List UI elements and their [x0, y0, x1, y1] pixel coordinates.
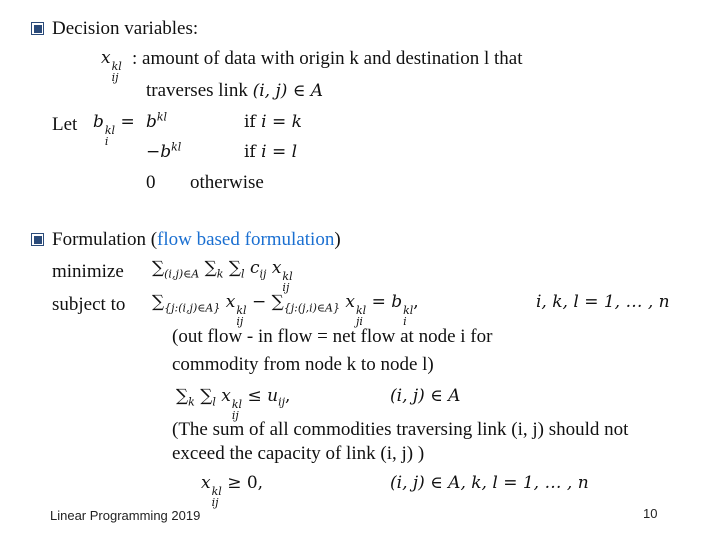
case2-value: $-b^{kl}$	[146, 140, 182, 162]
variable-x-ij-kl: x kl ij	[101, 48, 122, 84]
case3-condition: otherwise	[190, 172, 264, 193]
variable-description-line2: traverses link (i, j) ∈ A	[146, 80, 324, 101]
let-label: Let	[52, 114, 78, 135]
flow-based-formulation-link: flow based formulation	[157, 229, 335, 250]
case1-value: $b^{kl}$	[146, 110, 168, 132]
note2-line1: (The sum of all commodities traversing link (i, j) should not	[172, 419, 629, 440]
capacity-constraint: $\sum_k$ $\sum_l$ x kl ij ≤ $u_{ij}$,	[176, 386, 291, 422]
note1-line2: commodity from node k to node l)	[172, 354, 434, 375]
constraint2-index-range: (i, j) ∈ A	[390, 386, 461, 406]
note2-line2: exceed the capacity of link (i, j) )	[172, 443, 425, 464]
link-set-expression: (i, j) ∈ A	[252, 81, 324, 101]
objective-function: $\sum_{(i,j)\in A}$ $\sum_k$ $\sum_l$ $c_{ij}$ x kl ij	[152, 258, 293, 294]
subject-to-label: subject to	[52, 294, 126, 315]
constraint3-index-range: (i, j) ∈ A, k, l = 1, … , n	[390, 473, 589, 493]
section-title-formulation: Formulation (flow based formulation)	[52, 229, 341, 250]
bullet-icon	[31, 22, 44, 35]
variable-description-line1: : amount of data with origin k and destination l that	[132, 48, 523, 69]
footer-course-title: Linear Programming 2019	[50, 508, 201, 523]
nonnegativity-constraint: x kl ij ≥ 0,	[201, 473, 264, 509]
b-definition-lhs: b kl i =	[93, 112, 135, 148]
minimize-label: minimize	[52, 261, 124, 282]
flow-balance-constraint: $\sum_{\{j:(i,j)\in A\}}$ x kl ij − $\sum_{\{j:(j,i)\in A\}}$ x kl ji = b kl i ,	[152, 292, 419, 328]
bullet-icon	[31, 233, 44, 246]
case3-value: 0	[146, 172, 156, 193]
section-title-decision-variables: Decision variables:	[52, 18, 199, 39]
page-number: 10	[643, 506, 658, 521]
note1-line1: (out flow - in flow = net flow at node i for	[172, 326, 493, 347]
case1-condition: if i = k	[244, 112, 302, 132]
case2-condition: if i = l	[244, 142, 298, 162]
constraint1-index-range: i, k, l = 1, … , n	[536, 292, 670, 312]
